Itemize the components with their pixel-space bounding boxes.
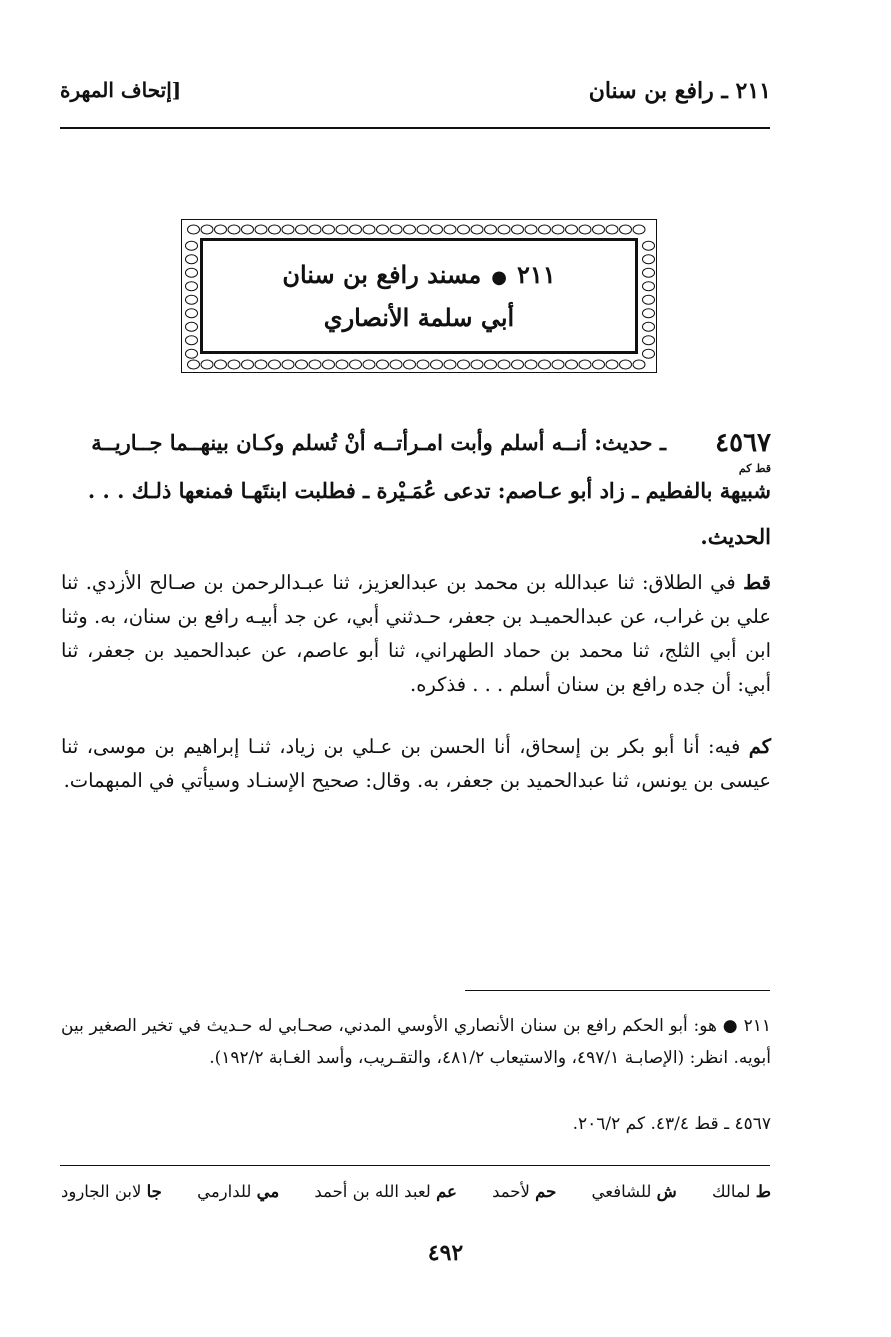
ornament-loop bbox=[593, 225, 605, 234]
ornament-loop bbox=[215, 360, 227, 369]
ornament-loop bbox=[643, 349, 655, 358]
ornament-loop bbox=[593, 360, 605, 369]
ornament-loop bbox=[323, 225, 335, 234]
ornament-loop bbox=[404, 360, 416, 369]
ornament-loop bbox=[309, 225, 321, 234]
ornament-loop bbox=[539, 360, 551, 369]
running-header-chapter: ٢١١ ـ رافع بن سنان bbox=[588, 78, 771, 104]
ornament-loop bbox=[417, 225, 429, 234]
ornament-loop bbox=[269, 360, 281, 369]
ornament-loop bbox=[606, 225, 618, 234]
ornament-loop bbox=[282, 225, 294, 234]
ornament-loop bbox=[255, 360, 267, 369]
ornament-loop bbox=[444, 225, 456, 234]
ornament-loop bbox=[377, 225, 389, 234]
ornament-loop bbox=[566, 360, 578, 369]
hadith-number: ٤٥٦٧ bbox=[715, 428, 771, 458]
ornament-loop bbox=[417, 360, 429, 369]
ornament-loop bbox=[431, 360, 443, 369]
ornament-loop bbox=[458, 225, 470, 234]
paragraph-text: فيه: أنا أبو بكر بن إسحاق، أنا الحسن بن عـلي بن زياد، ثنـا إبراهيم بن موسى، ثنا عيسى بن يونس، ثنا عبدالحميد بن جعفر، به. وقال: صحيح الإسنـاد وسيأتي في المبهمات. bbox=[61, 735, 771, 792]
ornament-loop bbox=[255, 225, 267, 234]
ornament-loop bbox=[201, 360, 213, 369]
sigla-legend bbox=[61, 1182, 771, 1201]
ornament-loop bbox=[485, 360, 497, 369]
hadith-line-1: ـ حديث: أنــه أسلم وأبت امـرأتــه أنْ تُسلم وكـان بينهــما جــاريــة bbox=[91, 430, 666, 455]
sigla-item: جا لابن الجارود bbox=[61, 1182, 162, 1201]
ornament-loop bbox=[620, 225, 632, 234]
ornament-loop bbox=[188, 225, 200, 234]
ornament-loop bbox=[363, 225, 375, 234]
ornament-loop bbox=[458, 360, 470, 369]
ornament-loop bbox=[296, 360, 308, 369]
ornament-loop bbox=[242, 225, 254, 234]
ornament-loop bbox=[377, 360, 389, 369]
ornament-loop bbox=[552, 225, 564, 234]
section-number: ٢١١ bbox=[516, 259, 556, 289]
hadith-line-3: الحديث. bbox=[700, 524, 771, 549]
ornament-loop bbox=[186, 349, 198, 358]
section-subtitle: أبي سلمة الأنصاري bbox=[323, 302, 515, 332]
ornament-loop bbox=[336, 360, 348, 369]
ornament-loop bbox=[539, 225, 551, 234]
ornament-loop bbox=[186, 322, 198, 331]
ornament-loop bbox=[444, 360, 456, 369]
ornament-loop bbox=[579, 225, 591, 234]
ornament-loop bbox=[512, 225, 524, 234]
ornament-loop bbox=[201, 225, 213, 234]
ornament-loop bbox=[643, 322, 655, 331]
ornament-loop bbox=[579, 360, 591, 369]
header-rule bbox=[60, 127, 770, 129]
sigla-rule bbox=[60, 1165, 770, 1166]
ornament-loop bbox=[404, 225, 416, 234]
ornament-loop bbox=[566, 225, 578, 234]
ornament-loop bbox=[485, 225, 497, 234]
sigla-item: ش للشافعي bbox=[591, 1182, 677, 1201]
page-number: ٤٩٢ bbox=[427, 1240, 464, 1266]
ornament-loop bbox=[643, 309, 655, 318]
ornament-loop bbox=[215, 225, 227, 234]
sigla-item: مي للدارمي bbox=[197, 1182, 280, 1201]
ornament-loop bbox=[431, 225, 443, 234]
ornament-loop bbox=[186, 255, 198, 264]
ornament-loop bbox=[186, 295, 198, 304]
ornament-loop bbox=[228, 225, 240, 234]
section-title-box bbox=[200, 238, 638, 354]
paragraph-hakim bbox=[61, 730, 771, 798]
ornament-loop bbox=[643, 268, 655, 277]
ornament-loop bbox=[228, 360, 240, 369]
paragraph-label: كم bbox=[748, 735, 771, 758]
section-title bbox=[282, 255, 555, 298]
ornament-loop bbox=[525, 225, 537, 234]
ornament-loop bbox=[643, 295, 655, 304]
ornament-loop bbox=[186, 241, 198, 250]
source-tag: قط كم bbox=[738, 462, 771, 475]
ornament-loop bbox=[643, 336, 655, 345]
ornament-loop bbox=[633, 225, 645, 234]
ornament-loop bbox=[525, 360, 537, 369]
ornament-loop bbox=[186, 282, 198, 291]
section-title-text: مسند رافع بن سنان bbox=[282, 259, 482, 289]
running-header-book: [إتحاف المهرة bbox=[60, 78, 182, 102]
ornament-loop bbox=[336, 225, 348, 234]
paragraph-label: قط bbox=[743, 571, 771, 594]
ornament-loop bbox=[350, 360, 362, 369]
footnote-rule bbox=[465, 990, 770, 991]
ornament-loop bbox=[498, 360, 510, 369]
footnote-2: ٤٥٦٧ ـ قط ٤٣/٤. كم ٢٠٦/٢. bbox=[572, 1114, 771, 1134]
ornament-loop bbox=[282, 360, 294, 369]
ornament-loop bbox=[643, 255, 655, 264]
paragraph-text: في الطلاق: ثنا عبدالله بن محمد بن عبدالعزيز، ثنا عبـدالرحمن بن صـالح الأزدي. ثنا علي بن غراب، عن عبدالحميـد بن جعفر، حـدثني أبي، عن جد أبيـه رافع بن سنان، به. وثنا ابن أبي الثلج، ثنا محمد بن حماد الطهراني، ثنا أبو عاصم، عن عبدالحميد بن جعفر، ثنا أبي: أن جده رافع بن سنان أسلم . . . فذكره. bbox=[61, 571, 771, 696]
ornament-loop bbox=[633, 360, 645, 369]
hadith-line-2: شبيهة بالفطيم ـ زاد أبو عـاصم: تدعى عُمَـيْرة ـ فطلبت ابنتَهـا فمنعها ذلـك . . . bbox=[87, 478, 771, 503]
ornament-loop bbox=[471, 225, 483, 234]
ornament-loop bbox=[186, 268, 198, 277]
ornament-loop bbox=[390, 225, 402, 234]
ornament-loop bbox=[606, 360, 618, 369]
ornament-loop bbox=[620, 360, 632, 369]
footnote-1: ٢١١ ● هو: أبو الحكم رافع بن سنان الأنصاري الأوسي المدني، صحـابي له حـديث في تخير الصغير بين أبويه. انظر: (الإصابـة ٤٩٧/١، والاستيعاب ٤٨١/٢، والتقـريب، وأسد الغـابة ١٩٢/٢). bbox=[61, 1016, 771, 1068]
sigla-item: حم لأحمد bbox=[492, 1182, 557, 1201]
ornament-loop bbox=[186, 309, 198, 318]
ornament-loop bbox=[269, 225, 281, 234]
ornament-loop bbox=[363, 360, 375, 369]
ornament-loop bbox=[350, 225, 362, 234]
ornament-loop bbox=[498, 225, 510, 234]
ornament-loop bbox=[186, 336, 198, 345]
ornament-loop bbox=[471, 360, 483, 369]
ornament-loop bbox=[323, 360, 335, 369]
ornament-loop bbox=[552, 360, 564, 369]
ornament-loop bbox=[309, 360, 321, 369]
ornament-loop bbox=[643, 282, 655, 291]
ornament-loop bbox=[512, 360, 524, 369]
sigla-item: ط لمالك bbox=[711, 1182, 771, 1201]
ornament-loop bbox=[242, 360, 254, 369]
bullet-icon: ● bbox=[491, 266, 507, 288]
ornament-loop bbox=[390, 360, 402, 369]
sigla-item: عم لعبد الله بن أحمد bbox=[314, 1182, 457, 1201]
ornament-loop bbox=[296, 225, 308, 234]
ornament-loop bbox=[188, 360, 200, 369]
ornament-loop bbox=[643, 241, 655, 250]
paragraph-daraqutni bbox=[61, 566, 771, 702]
